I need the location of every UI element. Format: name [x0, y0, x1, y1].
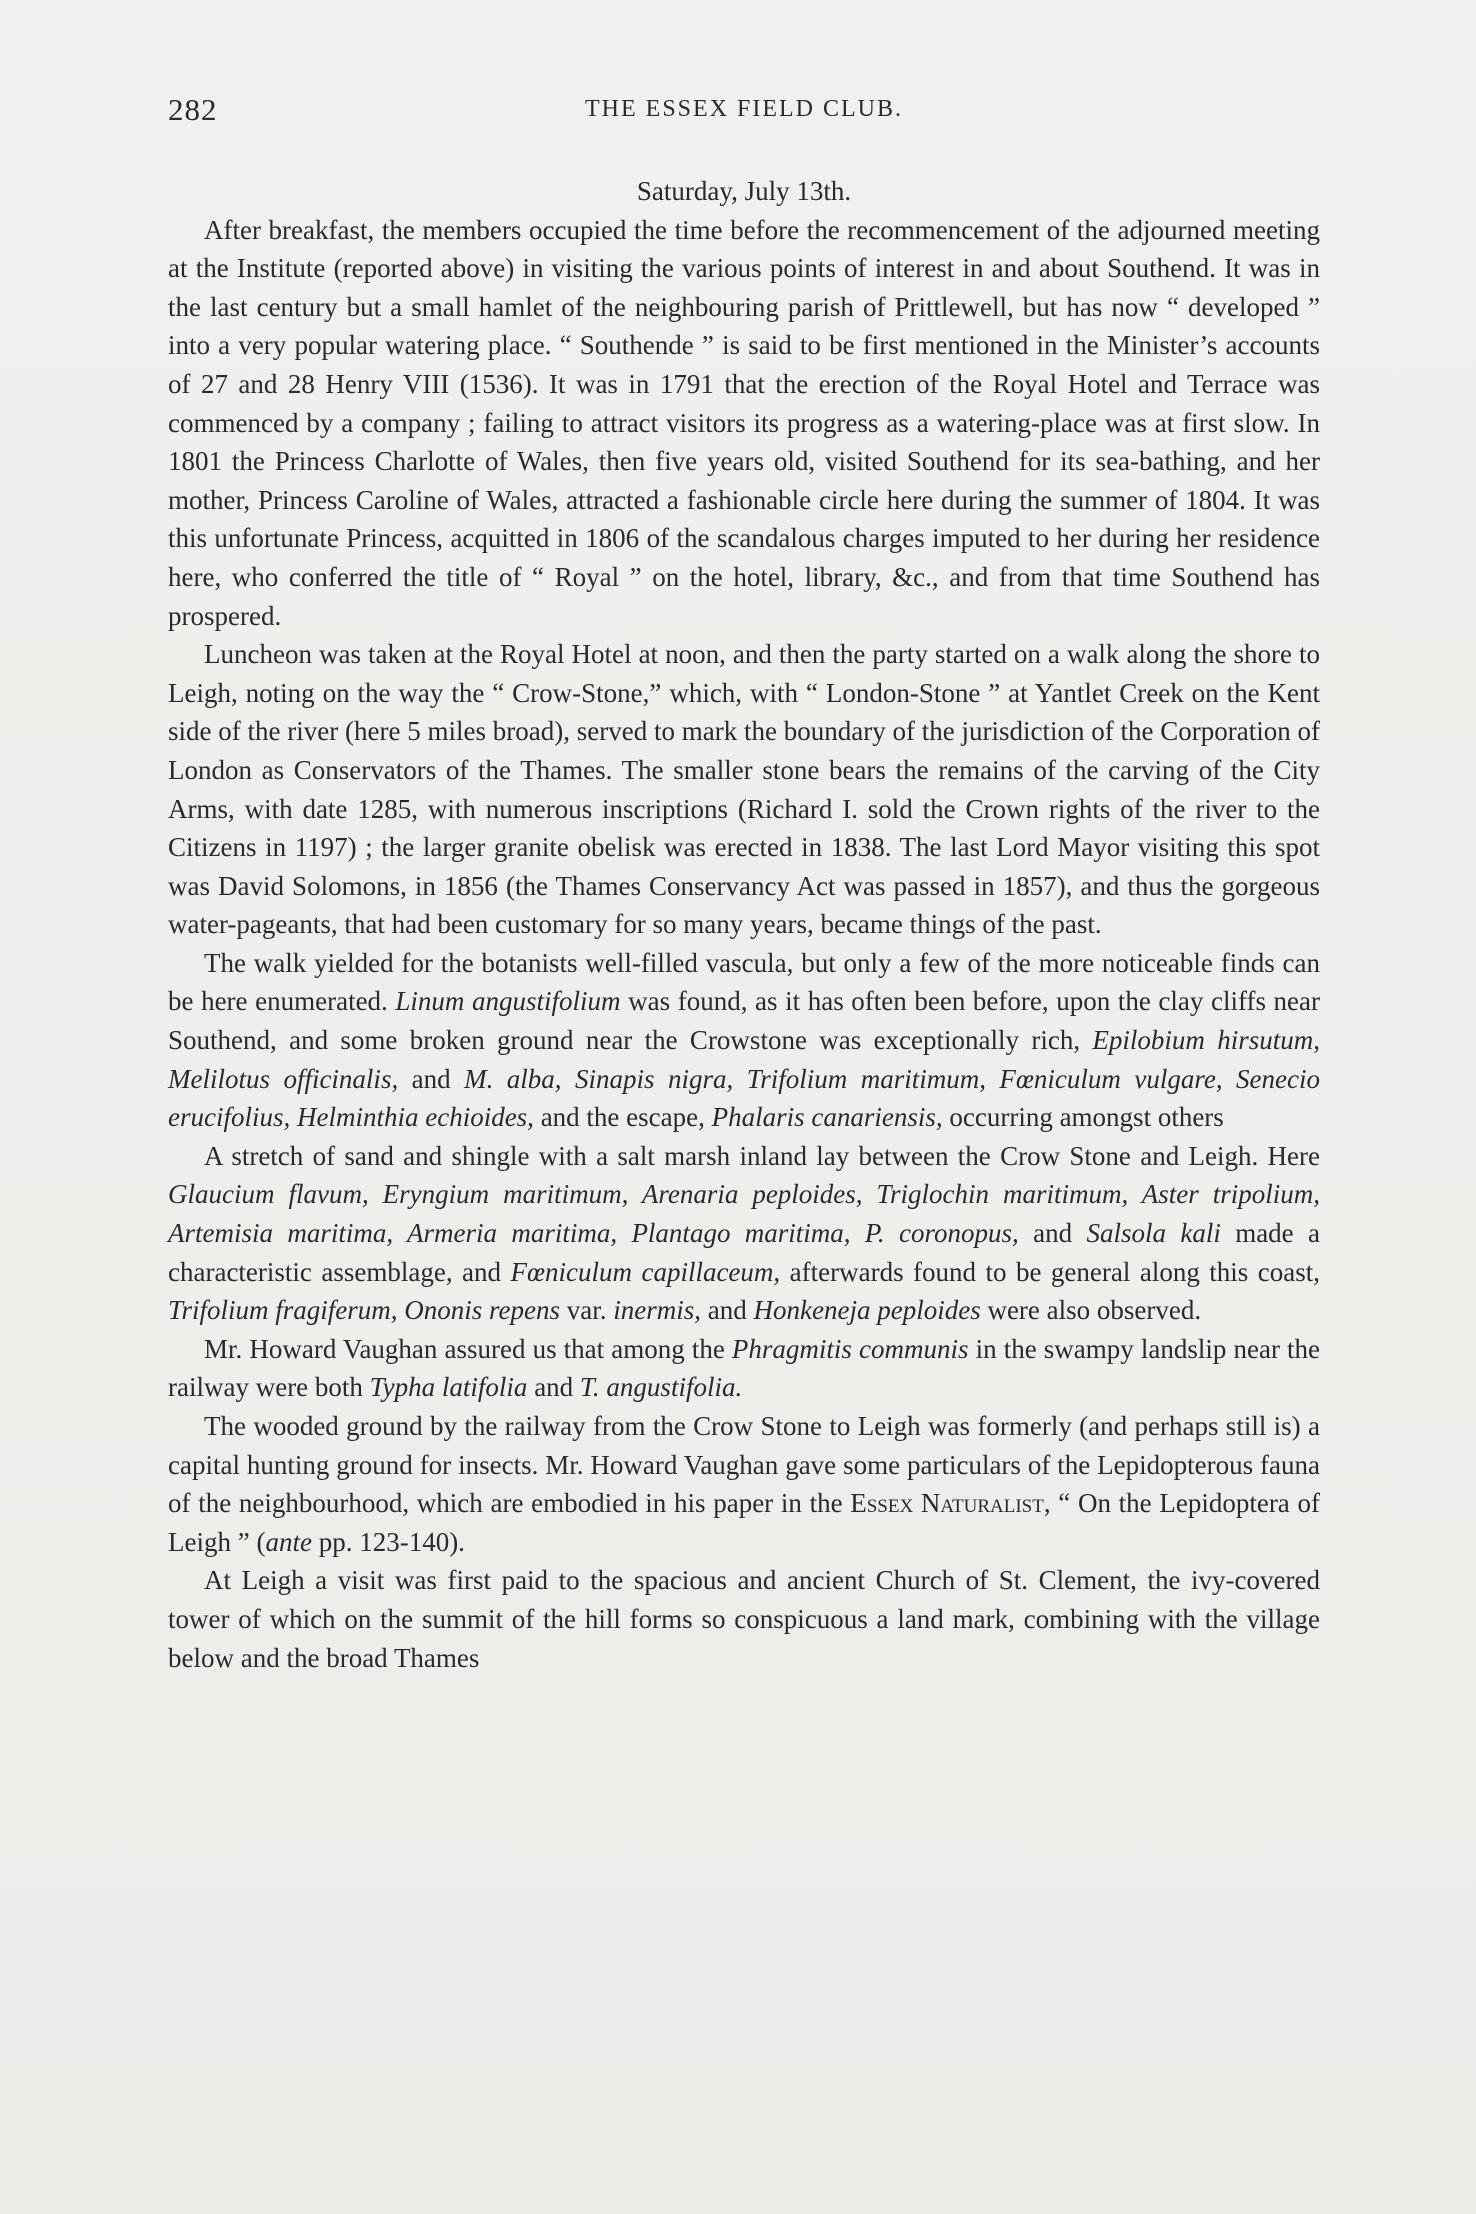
text-run: were also observed. — [980, 1295, 1202, 1326]
small-caps-text: Essex Naturalist, — [850, 1488, 1051, 1519]
text-run: Mr. Howard Vaughan assured us that among the — [204, 1333, 732, 1364]
paragraph — [168, 944, 1320, 1137]
italic-taxon-text: inermis, — [613, 1295, 702, 1326]
paragraph-container — [168, 211, 1320, 1678]
text-run: and the escape, — [533, 1102, 712, 1133]
text-run: “ On the Lepidoptera of Leigh ” ( — [168, 1488, 1320, 1557]
italic-taxon-text: T. angustifolia. — [579, 1372, 743, 1403]
paragraph — [168, 635, 1320, 944]
text-run: Luncheon was taken at the Royal Hotel at noon, and then the party started on a walk along the shore to Leigh, noting on the way the “ Crow-Stone,” which, with “ London-Stone ” at Yantlet Creek on the Kent side of the river (here 5 miles broad), served to mark the boundary of the jurisdiction of the Corporation of London as Conservators of the Thames. The smaller stone bears the remains of the carving of the City Arms, with date 1285, with numerous inscriptions (Richard I. sold the Crown rights of the river to the Citizens in 1197) ; the larger granite obelisk was erected in 1838. The last Lord Mayor visiting this spot was David Solomons, in 1856 (the Thames Conservancy Act was passed in 1857), and thus the gorgeous water-pageants, that had been customary for so many years, became things of the past. — [168, 639, 1320, 940]
italic-taxon-text: Glaucium flavum, Eryngium maritimum, Arenaria peploides, Triglochin maritimum, Aster tripolium, Artemisia maritima, Armeria maritima, Plantago maritima, P. coronopus, — [168, 1179, 1320, 1249]
date-heading: Saturday, July 13th. — [636, 176, 852, 206]
italic-taxon-text: Typha latifolia — [369, 1372, 528, 1403]
italic-taxon-text: Phragmitis communis — [731, 1333, 969, 1364]
paragraph — [168, 211, 1320, 636]
paragraph — [168, 1561, 1320, 1677]
body-text — [168, 172, 1320, 1677]
running-head: THE ESSEX FIELD CLUB. — [585, 96, 903, 122]
italic-taxon-text: Salsola kali — [1086, 1218, 1221, 1249]
page-header — [168, 92, 1320, 132]
text-run: The walk yielded for the botanists well-filled vascula, but only a few of the more noticeable finds can be here enumerated. — [168, 947, 1320, 1017]
italic-taxon-text: Phalaris canariensis, — [711, 1102, 943, 1133]
paragraph — [168, 1407, 1320, 1561]
italic-taxon-text: Epilobium hirsutum, Melilotus officinalis, — [168, 1025, 1320, 1094]
text-run: afterwards found to be general along this coast, — [780, 1256, 1320, 1287]
italic-taxon-text: M. alba, Sinapis nigra, Trifolium maritimum, Fœniculum vulgare, Senecio erucifolius, Helminthia echioides, — [168, 1063, 1320, 1133]
text-run: in the swampy landslip near the railway were both — [168, 1333, 1321, 1403]
text-run: var. — [560, 1295, 614, 1326]
text-run: and — [527, 1372, 580, 1403]
italic-taxon-text: Honkeneja peploides — [753, 1295, 981, 1326]
text-run: At Leigh a visit was first paid to the spacious and ancient Church of St. Clement, the ivy-covered tower of which on the summit of the hill forms so conspicuous a land mark, combining with the village below and the broad Thames — [168, 1565, 1320, 1673]
paragraph — [168, 1330, 1320, 1407]
italic-taxon-text: Linum angustifolium — [395, 986, 621, 1017]
text-run: pp. 123-140). — [311, 1526, 465, 1557]
italic-taxon-text: Fœniculum capillaceum, — [510, 1256, 781, 1287]
text-run: occurring amongst others — [942, 1102, 1224, 1133]
text-run: was found, as it has often been before, upon the clay cliffs near Southend, and some broken ground near the Crowstone was exceptionally rich, — [168, 986, 1321, 1056]
text-run: The wooded ground by the railway from the Crow Stone to Leigh was formerly (and perhaps still is) a capital hunting ground for insects. Mr. Howard Vaughan gave some particulars of the Lepidopterous fauna of the neighbourhood, which are embodied in his paper in the — [168, 1411, 1320, 1519]
italic-taxon-text: Trifolium fragiferum, Ononis repens — [168, 1295, 561, 1326]
text-run: A stretch of sand and shingle with a salt marsh inland lay between the Crow Stone and Leigh. Here — [204, 1140, 1320, 1171]
text-run: made a characteristic assemblage, and — [168, 1218, 1321, 1287]
text-run: and — [701, 1295, 754, 1326]
paragraph — [168, 1137, 1320, 1330]
text-run: and — [1018, 1218, 1087, 1249]
page-number: 282 — [168, 92, 218, 127]
text-run: After breakfast, the members occupied the time before the recommencement of the adjourned meeting at the Institute (reported above) in visiting the various points of interest in and about Southend. It was in the last century but a small hamlet of the neighbouring parish of Prittlewell, but has now “ developed ” into a very popular watering place. “ Southende ” is said to be first mentioned in the Minister’s accounts of 27 and 28 Henry VIII (1536). It was in 1791 that the erection of the Royal Hotel and Terrace was commenced by a company ; failing to attract visitors its progress as a watering-place was at first slow. In 1801 the Princess Charlotte of Wales, then five years old, visited Southend for its sea-bathing, and her mother, Princess Caroline of Wales, attracted a fashionable circle here during the summer of 1804. It was this unfortunate Princess, acquitted in 1806 of the scandalous charges imputed to her during her residence here, who conferred the title of “ Royal ” on the hotel, library, &c., and from that time Southend has prospered. — [168, 214, 1320, 631]
text-run: and — [398, 1063, 465, 1094]
italic-taxon-text: ante — [265, 1526, 312, 1557]
